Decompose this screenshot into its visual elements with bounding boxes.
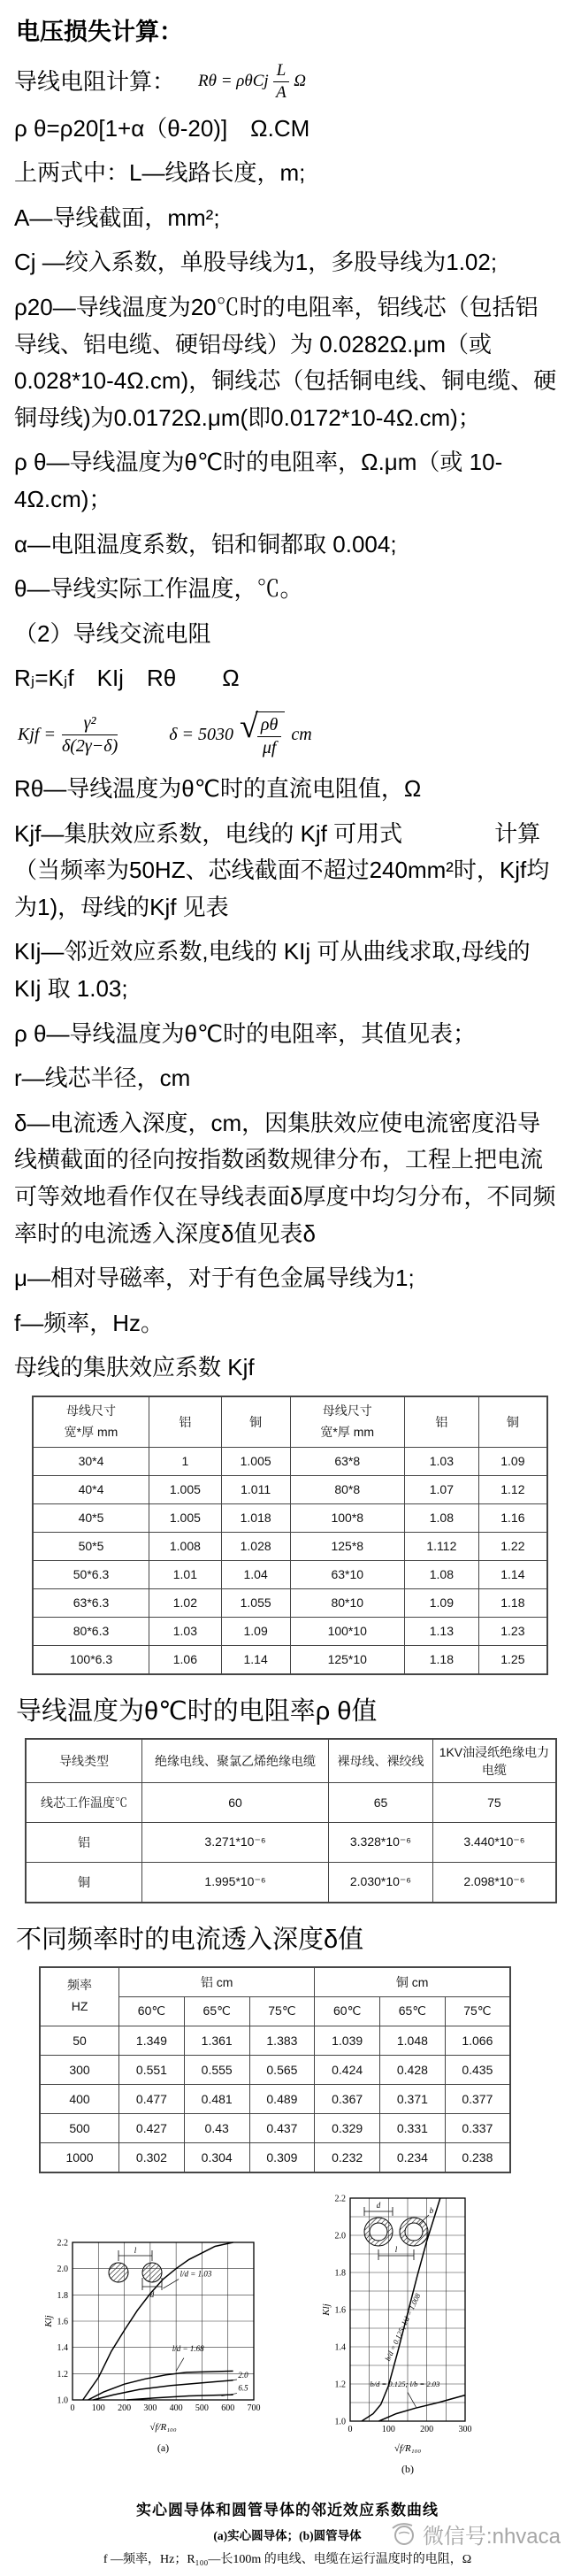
table-row [40, 2084, 510, 2113]
resistance-calc-line [14, 61, 561, 103]
curve-label: b/d = 0.125; l/d = 1.008 [383, 2291, 423, 2362]
table-cell: 1.02 [149, 1588, 222, 1617]
x-axis-label: √f/R₁₀₀ [393, 2442, 422, 2454]
table-cell: 30*4 [33, 1447, 149, 1475]
y-tick-label: 1.8 [57, 2290, 68, 2301]
figure-caption-title: 实心圆导体和圆管导体的邻近效应系数曲线 [136, 2501, 439, 2518]
table-cell: 0.551 [119, 2055, 185, 2084]
table-cell: 0.304 [184, 2142, 249, 2172]
table-cell: 100*8 [290, 1503, 405, 1532]
paragraph: δ—电流透入深度，cm，因集肤效应使电流密度沿导线横截面的径向按指数函数规律分布，工程上把电流可等效地看作仅在导线表面δ厚度中均匀分布，不同频率时的电流透入深度δ值见表δ [14, 1109, 556, 1247]
table-cell: 0.331 [380, 2113, 446, 2142]
figure-caption-block [14, 2497, 561, 2567]
table-cell: 1.08 [405, 1503, 479, 1532]
table-cell: 40*4 [33, 1475, 149, 1503]
watermark [388, 2518, 561, 2549]
table-cell: 40*5 [33, 1503, 149, 1532]
table-cell: 1.995*10⁻⁶ [141, 1862, 328, 1903]
x-tick-label: 200 [420, 2424, 434, 2434]
table-cell: 1.07 [405, 1475, 479, 1503]
table-cell: 500 [40, 2113, 119, 2142]
paragraph: ρ20—导线温度为20℃时的电阻率，铝线芯（包括铝导线、铝电缆、硬铝母线）为 0.0282Ω.μm（或0.028*10-4Ω.cm)，铜线芯（包括铜电线、铜电缆、硬铜母线)为0.0172Ω.μm(即0.0172*10-4Ω.cm)； [14, 294, 557, 431]
table-cell: 400 [40, 2084, 119, 2113]
formula-fraction: $\frac{L}{A}$ [273, 61, 290, 103]
series-line [379, 2395, 466, 2420]
header-temp: 75℃ [445, 1996, 510, 2026]
table-cell: 线芯工作温度℃ [26, 1782, 141, 1822]
table-cell: 1.01 [149, 1560, 222, 1588]
table-cell: 125*8 [290, 1532, 405, 1560]
header-aluminum: 铝 [405, 1396, 479, 1447]
table-cell: 3.440*10⁻⁶ [432, 1822, 556, 1862]
table-cell: 0.377 [445, 2084, 510, 2113]
y-tick-label: 1.6 [334, 2305, 346, 2315]
y-tick-label: 2.2 [334, 2194, 346, 2203]
header-bus-size: 母线尺寸 宽*厚 mm [33, 1396, 149, 1447]
x-tick-label: 100 [381, 2424, 395, 2434]
paragraph: A—导线截面，mm²; [14, 204, 220, 231]
y-tick-label: 1.0 [334, 2417, 346, 2426]
table-row [33, 1588, 547, 1617]
subplot-label: (a) [157, 2441, 170, 2454]
table-cell: 绝缘电线、聚氯乙烯绝缘电缆 [141, 1739, 328, 1783]
table-cell: 1.14 [478, 1560, 547, 1588]
label-leader-line [176, 2357, 184, 2371]
table-cell: 1.055 [221, 1588, 290, 1617]
table-cell: 80*10 [290, 1588, 405, 1617]
rho-table-heading: 导线温度为θ℃时的电阻率ρ θ值 [16, 1696, 378, 1726]
kjf-formula: Kjf = $\frac{\text{γ²}}{\delta(2\gamma-\delta)}$ [18, 713, 118, 756]
table-cell: 1 [149, 1447, 222, 1475]
svg-text:l: l [134, 2245, 137, 2255]
table-cell: 1.09 [478, 1447, 547, 1475]
resistivity-table [25, 1738, 557, 1903]
header-copper: 铜 [221, 1396, 290, 1447]
table-cell: 1.04 [221, 1560, 290, 1588]
table-row [40, 2113, 510, 2142]
table-cell: 0.555 [184, 2055, 249, 2084]
x-axis-label: √f/R₁₀₀ [149, 2421, 177, 2433]
table-cell: 0.371 [380, 2084, 446, 2113]
y-tick-label: 1.4 [57, 2342, 68, 2353]
header-temp: 75℃ [249, 1996, 315, 2026]
table-cell: 63*6.3 [33, 1588, 149, 1617]
table-cell: 0.565 [249, 2055, 315, 2084]
table-cell: 1.361 [184, 2026, 249, 2055]
table-row [40, 2142, 510, 2172]
table-cell: 100*6.3 [33, 1645, 149, 1674]
table-cell: 导线类型 [26, 1739, 141, 1783]
table-cell: 1.09 [405, 1588, 479, 1617]
formula-lhs: Rθ = ρθCj [198, 72, 269, 91]
table-cell: 0.234 [380, 2142, 446, 2172]
paragraph: Kjf—集肤效应系数，电线的 Kjf 可用式 计算（当频率为50HZ、芯线截面不超过240mm²时，Kjf均为1)，母线的Kjf 见表 [14, 819, 550, 920]
table-cell: 1.008 [149, 1532, 222, 1560]
table-cell: 3.271*10⁻⁶ [141, 1822, 328, 1862]
header-copper: 铜 [478, 1396, 547, 1447]
y-tick-label: 1.6 [57, 2317, 68, 2326]
y-tick-label: 2.2 [57, 2238, 68, 2248]
penetration-depth-table [39, 1966, 511, 2173]
paragraph: α—电阻温度系数，铝和铜都取 0.004; [14, 530, 397, 557]
y-tick-label: 1.4 [334, 2342, 346, 2352]
table-row [26, 1862, 556, 1903]
table-cell: 0.232 [315, 2142, 380, 2172]
x-tick-label: 400 [169, 2403, 183, 2413]
radical-sign: √ [240, 708, 258, 745]
table-cell: 1.08 [405, 1560, 479, 1588]
watermark-text: 微信号:nhvaca [422, 2524, 561, 2549]
table-cell: 0.329 [315, 2113, 380, 2142]
table-cell: 1.06 [149, 1645, 222, 1674]
table-cell: 3.328*10⁻⁶ [329, 1822, 433, 1862]
y-tick-label: 2.0 [334, 2231, 346, 2241]
table-cell: 铜 [26, 1862, 141, 1903]
table-row [26, 1822, 556, 1862]
table-row [33, 1617, 547, 1645]
table-cell: 1.03 [405, 1447, 479, 1475]
label-leader-line [408, 2392, 416, 2407]
table-cell: 0.427 [119, 2113, 185, 2142]
table-cell: 2.030*10⁻⁶ [329, 1862, 433, 1903]
table-cell: 1.383 [249, 2026, 315, 2055]
table-cell: 50 [40, 2026, 119, 2055]
table-cell: 0.337 [445, 2113, 510, 2142]
table-cell: 1.16 [478, 1503, 547, 1532]
kjf-coefficient-table [32, 1396, 548, 1675]
svg-text:d: d [149, 2289, 155, 2299]
table-cell: 1.005 [149, 1475, 222, 1503]
curve-label: 6.5 [238, 2383, 248, 2393]
table-cell: 0.428 [380, 2055, 446, 2084]
x-tick-label: 0 [70, 2403, 75, 2413]
paragraph: Cj —绞入系数，单股导线为1，多股导线为1.02; [14, 249, 498, 276]
table-cell: 1.005 [149, 1503, 222, 1532]
table-cell: 50*5 [33, 1532, 149, 1560]
curve-label: 2.0 [238, 2370, 248, 2380]
curve-label: b/d = 0.125; l/b = 2.03 [370, 2379, 440, 2388]
x-tick-label: 300 [143, 2403, 157, 2413]
table-cell: 1KV油浸纸绝缘电力电缆 [432, 1739, 556, 1783]
table-cell: 0.424 [315, 2055, 380, 2084]
header-aluminum-cm: 铝 cm [119, 1967, 315, 1997]
paragraph: 上两式中：L—线路长度，m; [14, 159, 306, 187]
table-cell: 63*10 [290, 1560, 405, 1588]
table-cell: 1.005 [221, 1447, 290, 1475]
y-axis-label: Klj [321, 2303, 332, 2316]
skin-effect-formulas [18, 708, 561, 758]
resistance-calc-label: 导线电阻计算： [14, 67, 176, 95]
paragraph: θ—导线实际工作温度，℃。 [14, 575, 303, 603]
table-cell: 1.048 [380, 2026, 446, 2055]
paragraph: μ—相对导磁率，对于有色金属导线为1; [14, 1265, 415, 1292]
delta-formula: δ = 5030 √ $\frac{\rho\theta}{\mu f}$ cm [169, 708, 312, 757]
y-tick-label: 1.8 [334, 2268, 346, 2278]
table-cell: 铝 [26, 1822, 141, 1862]
table-row [33, 1503, 547, 1532]
x-tick-label: 100 [91, 2403, 105, 2413]
table-cell: 1.018 [221, 1503, 290, 1532]
figure-proximity-curves [14, 2189, 561, 2488]
table-cell: 1.039 [315, 2026, 380, 2055]
table-cell: 0.489 [249, 2084, 315, 2113]
table-cell: 1.028 [221, 1532, 290, 1560]
sqrt-expression: √ $\frac{\rho\theta}{\mu f}$ [240, 711, 285, 758]
chart-solid-round-conductor [37, 2232, 320, 2455]
table-cell: 1.13 [405, 1617, 479, 1645]
table-cell: 0.309 [249, 2142, 315, 2172]
header-bus-size: 母线尺寸 宽*厚 mm [290, 1396, 405, 1447]
curve-label: l/d = 1.68 [172, 2343, 204, 2353]
x-tick-label: 300 [458, 2424, 472, 2434]
ac-resistance-formula-line: Rⱼ=Kⱼf KIj Rθ Ω [14, 665, 240, 692]
table-cell: 1.03 [149, 1617, 222, 1645]
table-cell: 1.14 [221, 1645, 290, 1674]
chart-tube-conductor [320, 2189, 497, 2477]
table-cell: 100*10 [290, 1617, 405, 1645]
table-cell: 1.112 [405, 1532, 479, 1560]
paragraph: ρ θ—导线温度为θ℃时的电阻率，其值见表； [14, 1019, 477, 1047]
table-cell: 125*10 [290, 1645, 405, 1674]
paragraph: KIj—邻近效应系数,电线的 KIj 可从曲线求取,母线的 KIj 取 1.03; [14, 938, 531, 1002]
header-copper-cm: 铜 cm [315, 1967, 510, 1997]
table-row [33, 1560, 547, 1588]
table-row [33, 1475, 547, 1503]
table-cell: 1.349 [119, 2026, 185, 2055]
table-cell: 63*8 [290, 1447, 405, 1475]
table-row [33, 1645, 547, 1674]
table-cell: 60 [141, 1782, 328, 1822]
svg-text:d: d [376, 2200, 381, 2210]
y-tick-label: 1.2 [57, 2369, 68, 2380]
y-axis-label: Klj [43, 2314, 54, 2327]
table-cell: 0.477 [119, 2084, 185, 2113]
table-cell: 1.23 [478, 1617, 547, 1645]
table-row [33, 1532, 547, 1560]
table-cell: 300 [40, 2055, 119, 2084]
paragraph: r—线芯半径，cm [14, 1065, 191, 1092]
table-cell: 1.011 [221, 1475, 290, 1503]
x-tick-label: 0 [348, 2424, 353, 2434]
page-title: 电压损失计算： [16, 19, 183, 45]
paragraph: f—频率，Hz。 [14, 1309, 164, 1336]
x-tick-label: 500 [195, 2403, 209, 2413]
table-row [26, 1782, 556, 1822]
header-aluminum: 铝 [149, 1396, 222, 1447]
table-header [33, 1396, 547, 1447]
kjf-table-heading: 母线的集肤效应系数 Kjf [14, 1354, 255, 1381]
table-cell: 1000 [40, 2142, 119, 2172]
table-cell: 1.18 [478, 1588, 547, 1617]
table-cell: 0.302 [119, 2142, 185, 2172]
table-cell: 80*8 [290, 1475, 405, 1503]
table-cell: 75 [432, 1782, 556, 1822]
table-cell: 1.25 [478, 1645, 547, 1674]
table-row [33, 1447, 547, 1475]
table-row [40, 2026, 510, 2055]
x-tick-label: 200 [118, 2403, 132, 2413]
y-tick-label: 1.2 [334, 2380, 346, 2389]
section-heading-ac-resistance: （2）导线交流电阻 [14, 619, 211, 647]
table-cell: 0.435 [445, 2055, 510, 2084]
delta-table-heading: 不同频率时的电流透入深度δ值 [16, 1925, 364, 1954]
resistance-formula [198, 61, 306, 103]
table-cell: 80*6.3 [33, 1617, 149, 1645]
table-cell: 裸母线、裸绞线 [329, 1739, 433, 1783]
table-cell: 0.43 [184, 2113, 249, 2142]
series-line [127, 2395, 233, 2400]
table-cell: 0.367 [315, 2084, 380, 2113]
table-cell: 1.18 [405, 1645, 479, 1674]
table-cell: 50*6.3 [33, 1560, 149, 1588]
paragraph: ρ θ—导线温度为θ℃时的电阻率，Ω.μm（或 10-4Ω.cm)； [14, 449, 503, 513]
figure-caption-sub: (a)实心圆导体；(b)圆管导体 [213, 2528, 362, 2542]
x-tick-label: 700 [247, 2403, 261, 2413]
header-temp: 60℃ [119, 1996, 185, 2026]
table-cell: 1.12 [478, 1475, 547, 1503]
table-row [40, 2055, 510, 2084]
header-temp: 65℃ [184, 1996, 249, 2026]
formula-unit: Ω [294, 72, 307, 91]
y-tick-label: 2.0 [57, 2264, 68, 2274]
header-temp: 65℃ [380, 1996, 446, 2026]
conductor-pair-inset [109, 2246, 162, 2299]
table-header [40, 1967, 510, 2026]
table-cell: 1.09 [221, 1617, 290, 1645]
subplot-label: (b) [401, 2462, 414, 2475]
table-row [26, 1739, 556, 1783]
table-cell: 0.481 [184, 2084, 249, 2113]
header-frequency: 频率 HZ [40, 1967, 119, 2026]
x-tick-label: 600 [221, 2403, 235, 2413]
figure-caption-note: f —频率，Hz；R₁₀₀—长100m 的电线、电缆在运行温度时的电阻，Ω [103, 2552, 472, 2566]
y-tick-label: 1.0 [57, 2395, 68, 2405]
table-cell: 1.066 [445, 2026, 510, 2055]
svg-text:b: b [429, 2205, 434, 2215]
curve-label: l/d = 1.03 [180, 2269, 212, 2279]
svg-text:l: l [394, 2244, 398, 2254]
header-temp: 60℃ [315, 1996, 380, 2026]
table-cell: 2.098*10⁻⁶ [432, 1862, 556, 1903]
table-cell: 0.238 [445, 2142, 510, 2172]
table-cell: 0.437 [249, 2113, 315, 2142]
paragraph: ρ θ=ρ20[1+α（θ-20)] Ω.CM [14, 114, 310, 142]
wechat-logo-icon [388, 2519, 420, 2548]
table-cell: 65 [329, 1782, 433, 1822]
table-cell: 1.22 [478, 1532, 547, 1560]
paragraph: Rθ—导线温度为θ℃时的直流电阻值，Ω [14, 775, 422, 802]
